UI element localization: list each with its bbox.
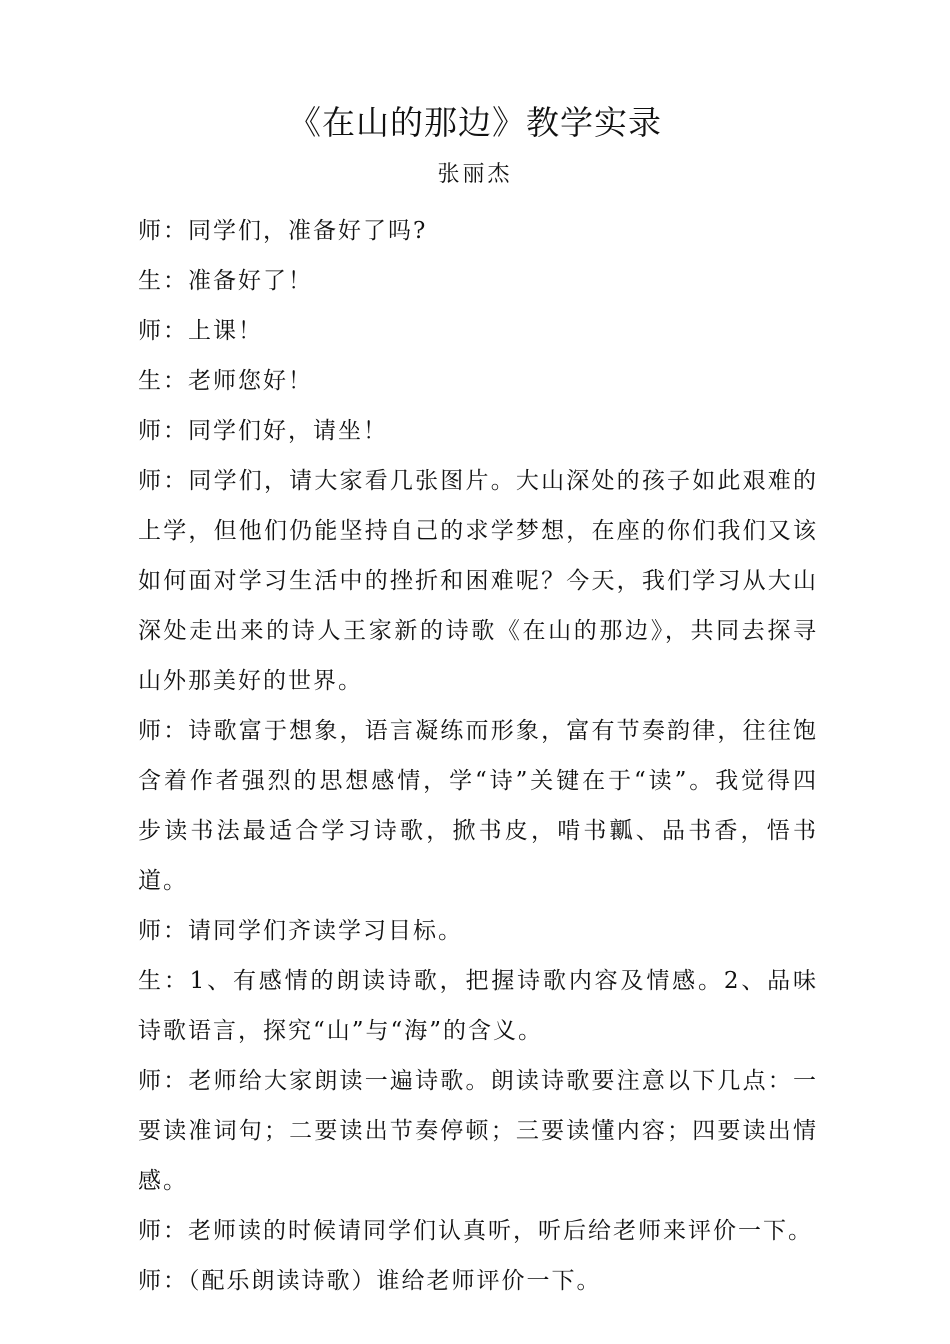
paragraph: 师：同学们好，请坐！	[138, 418, 388, 444]
paragraph: 师：诗歌富于想象，语言凝练而形象，富有节奏韵律，往往饱含着作者强烈的思想感情，学“诗”关键在于“读”。我觉得四步读书法最适合学习诗歌，掀书皮，啃书瓤、品书香，悟书道。	[138, 718, 818, 894]
paragraph: 师：同学们，准备好了吗?	[138, 218, 428, 244]
paragraph: 生：老师您好！	[138, 368, 313, 394]
paragraph: 师：老师读的时候请同学们认真听，听后给老师来评价一下。	[138, 1218, 813, 1244]
paragraph: 生：1、有感情的朗读诗歌，把握诗歌内容及情感。2、品味诗歌语言，探究“山”与“海”的含义。	[138, 968, 818, 1044]
paragraph: 师：请同学们齐读学习目标。	[138, 918, 463, 944]
paragraph: 师：同学们，请大家看几张图片。大山深处的孩子如此艰难的上学，但他们仍能坚持自己的求学梦想，在座的你们我们又该如何面对学习生活中的挫折和困难呢？今天，我们学习从大山深处走出来的诗人王家新的诗歌《在山的那边》，共同去探寻山外那美好的世界。	[138, 468, 818, 694]
paragraph: 生：准备好了！	[138, 268, 313, 294]
document-body	[138, 206, 818, 1306]
paragraph: 师：上课！	[138, 318, 263, 344]
paragraph: 师：（配乐朗读诗歌）谁给老师评价一下。	[138, 1268, 602, 1294]
document-title: 《在山的那边》教学实录	[288, 103, 662, 142]
author-name: 张丽杰	[437, 162, 513, 187]
paragraph: 师：老师给大家朗读一遍诗歌。朗读诗歌要注意以下几点：一要读准词句；二要读出节奏停顿；三要读懂内容；四要读出情感。	[138, 1068, 818, 1194]
